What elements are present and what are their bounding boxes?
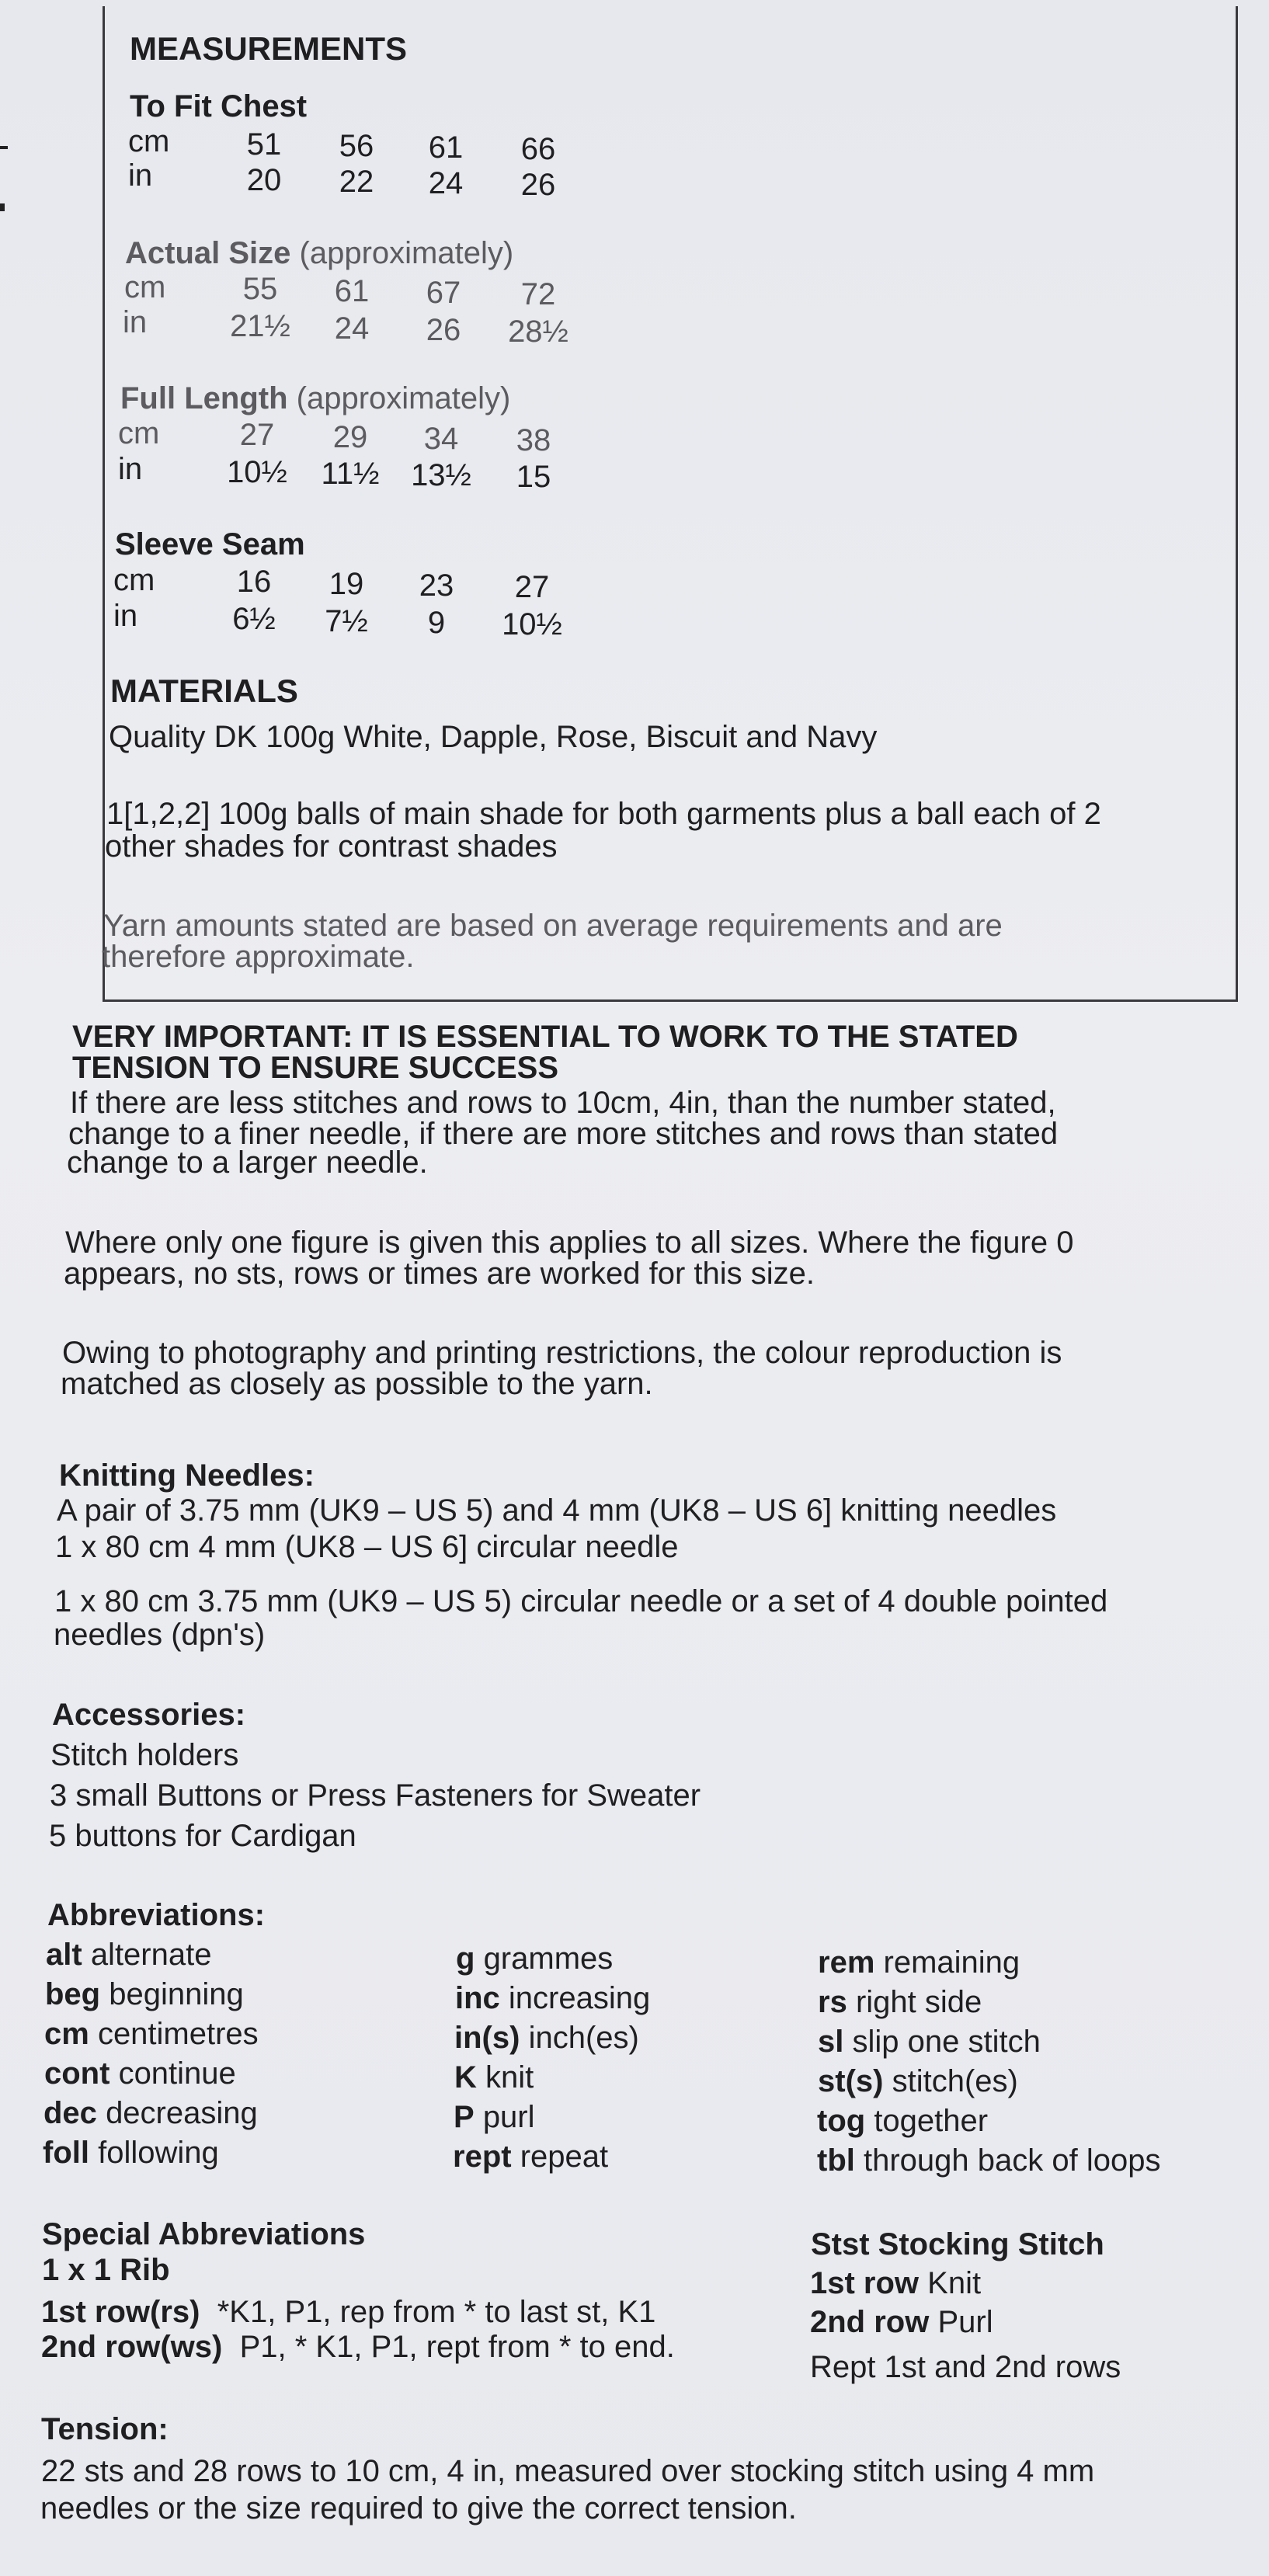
measurement-value: 61 [428, 130, 464, 165]
measurement-value: 38 [516, 423, 551, 457]
abbreviation-meaning: together [874, 2104, 989, 2138]
abbreviation-entry [45, 1979, 244, 2010]
colour-note: Owing to photography and printing restrictions, the colour reproduction is [62, 1336, 1062, 1370]
important-text: If there are less stitches and rows to 10cm, 4in, than the number stated, [70, 1086, 1056, 1120]
materials-yarn-note: therefore approximate. [102, 940, 415, 974]
unit-label: cm [113, 563, 155, 597]
abbreviation-entry [818, 2026, 1041, 2057]
measurements-heading: MEASUREMENTS [130, 30, 408, 67]
measurement-value: 13½ [411, 458, 471, 492]
abbreviation-term: in(s) [454, 2021, 520, 2055]
abbreviation-entry [818, 1947, 1020, 1978]
important-heading: VERY IMPORTANT: IT IS ESSENTIAL TO WORK TO THE STATED [72, 1020, 1018, 1054]
abbreviation-term: dec [43, 2096, 97, 2130]
abbreviation-entry [454, 2101, 535, 2133]
unit-label: in [123, 305, 148, 339]
special-abbreviations-heading: Special Abbreviations [42, 2217, 366, 2251]
measurement-value: 28½ [508, 315, 568, 349]
measurement-value: 55 [242, 272, 278, 306]
measurement-value: 56 [339, 129, 374, 163]
rib-row-text: *K1, P1, rep from * to last st, K1 [217, 2295, 656, 2329]
measurement-value: 10½ [227, 455, 287, 489]
abbreviations-heading: Abbreviations: [47, 1898, 266, 1932]
group-title-sleeve-seam: Sleeve Seam [115, 527, 305, 561]
measurement-value: 66 [520, 132, 556, 166]
measurement-value: 26 [426, 313, 461, 347]
rib-row-text: P1, * K1, P1, rept from * to end. [239, 2330, 675, 2364]
materials-balls-line: 1[1,2,2] 100g balls of main shade for both garments plus a ball each of 2 [106, 797, 1101, 831]
stst-row-label: 2nd row [810, 2305, 930, 2339]
abbreviation-entry [817, 2145, 1160, 2176]
measurement-value: 7½ [325, 604, 368, 638]
abbreviation-meaning: repeat [520, 2140, 609, 2174]
abbreviation-meaning: stitch(es) [892, 2064, 1018, 2098]
abbreviation-term: st(s) [818, 2064, 884, 2098]
measurement-value: 16 [236, 565, 272, 599]
important-text: change to a larger needle. [67, 1145, 428, 1180]
stst-repeat: Rept 1st and 2nd rows [810, 2350, 1121, 2384]
abbreviation-meaning: right side [855, 1985, 982, 2019]
materials-balls-line: other shades for contrast shades [105, 829, 558, 864]
needles-line: A pair of 3.75 mm (UK9 – US 5) and 4 mm (UK8 – US 6] knitting needles [57, 1493, 1057, 1528]
abbreviation-entry [454, 2022, 639, 2053]
colour-note: matched as closely as possible to the yarn. [61, 1367, 653, 1401]
materials-yarn-note: Yarn amounts stated are based on average requirements and are [103, 909, 1003, 943]
unit-label: in [113, 599, 138, 633]
measurement-value: 67 [426, 276, 461, 310]
stst-row-label: 1st row [810, 2266, 920, 2300]
abbreviation-meaning: centimetres [97, 2017, 259, 2051]
unit-label: cm [128, 124, 170, 158]
stst-row [810, 2268, 981, 2299]
unit-label: in [118, 452, 143, 486]
abbreviation-meaning: beginning [109, 1977, 244, 2011]
abbreviation-entry [46, 1939, 211, 1970]
abbreviation-entry [453, 2141, 608, 2172]
abbreviation-entry [44, 2018, 259, 2049]
measurement-value: 27 [239, 418, 275, 452]
accessories-item: 3 small Buttons or Press Fasteners for Sweater [50, 1778, 701, 1813]
group-title-label: Actual Size [125, 236, 291, 270]
abbreviation-meaning: knit [485, 2060, 534, 2095]
abbreviation-entry [454, 2062, 534, 2093]
stst-row-text: Knit [927, 2266, 982, 2300]
unit-label: cm [118, 416, 160, 450]
important-heading: TENSION TO ENSURE SUCCESS [72, 1051, 559, 1085]
abbreviation-meaning: remaining [883, 1945, 1020, 1980]
tension-text: 22 sts and 28 rows to 10 cm, 4 in, measured over stocking stitch using 4 mm [41, 2454, 1095, 2488]
abbreviation-term: alt [46, 1938, 82, 1972]
unit-label: cm [124, 270, 166, 304]
abbreviation-term: tbl [817, 2143, 855, 2178]
abbreviation-meaning: increasing [508, 1981, 651, 2015]
abbreviation-entry [817, 2105, 988, 2136]
abbreviation-term: rem [818, 1945, 875, 1980]
abbreviation-meaning: slip one stitch [852, 2025, 1041, 2059]
tension-text: needles or the size required to give the correct tension. [40, 2491, 797, 2526]
measurement-value: 24 [428, 166, 464, 200]
measurement-value: 27 [514, 570, 550, 604]
abbreviation-term: foll [43, 2136, 89, 2170]
abbreviation-term: sl [818, 2025, 844, 2059]
measurement-value: 34 [423, 422, 459, 456]
group-title-actual-size [125, 238, 513, 269]
abbreviation-term: K [454, 2060, 477, 2095]
accessories-item: 5 buttons for Cardigan [49, 1819, 356, 1853]
abbreviation-meaning: inch(es) [528, 2021, 639, 2055]
sizes-note: appears, no sts, rows or times are worked for this size. [64, 1257, 815, 1291]
measurement-value: 10½ [502, 607, 562, 641]
unit-label: in [128, 158, 153, 193]
measurement-value: 24 [334, 311, 370, 346]
abbreviation-term: P [454, 2100, 475, 2134]
stst-heading: Stst Stocking Stitch [811, 2227, 1104, 2261]
abbreviation-entry [456, 1943, 613, 1974]
abbreviation-term: tog [817, 2104, 866, 2138]
abbreviation-term: rs [818, 1985, 847, 2019]
important-text: change to a finer needle, if there are more stitches and rows than stated [68, 1117, 1059, 1151]
needles-line: 1 x 80 cm 4 mm (UK8 – US 6] circular needle [55, 1530, 679, 1564]
abbreviation-meaning: alternate [90, 1938, 212, 1972]
measurement-value: 29 [332, 420, 368, 454]
measurement-value: 6½ [232, 602, 276, 636]
needles-heading: Knitting Needles: [59, 1458, 315, 1493]
measurement-value: 51 [246, 127, 282, 162]
tension-heading: Tension: [41, 2412, 169, 2446]
needles-line: needles (dpn's) [54, 1618, 266, 1652]
abbreviation-entry [43, 2098, 258, 2129]
abbreviation-term: cm [44, 2017, 89, 2051]
abbreviation-entry [44, 2058, 236, 2089]
abbreviation-term: rept [453, 2140, 512, 2174]
abbreviation-term: cont [44, 2056, 110, 2091]
page-edge-mark [0, 146, 8, 149]
abbreviation-meaning: grammes [483, 1942, 614, 1976]
abbreviation-entry [818, 1987, 982, 2018]
abbreviation-term: beg [45, 1977, 101, 2011]
group-title-label: Full Length [120, 381, 288, 415]
accessories-heading: Accessories: [52, 1698, 246, 1732]
abbreviation-meaning: through back of loops [864, 2143, 1161, 2178]
rib-row [41, 2296, 655, 2327]
materials-quality: Quality DK 100g White, Dapple, Rose, Biscuit and Navy [109, 720, 878, 754]
rib-title: 1 x 1 Rib [42, 2253, 170, 2287]
rib-row-label: 1st row(rs) [41, 2295, 200, 2329]
stst-row-text: Purl [937, 2305, 993, 2339]
accessories-item: Stitch holders [50, 1738, 239, 1772]
group-title-note: (approximately) [299, 236, 514, 270]
abbreviation-meaning: following [98, 2136, 219, 2170]
abbreviation-meaning: decreasing [106, 2096, 258, 2130]
measurement-value: 61 [334, 274, 370, 308]
measurement-value: 26 [520, 168, 556, 202]
group-title-to-fit-chest: To Fit Chest [130, 89, 308, 123]
group-title-note: (approximately) [296, 381, 511, 415]
sizes-note: Where only one figure is given this applies to all sizes. Where the figure 0 [65, 1225, 1074, 1260]
needles-line: 1 x 80 cm 3.75 mm (UK9 – US 5) circular needle or a set of 4 double pointed [54, 1584, 1108, 1618]
abbreviation-entry [818, 2066, 1018, 2097]
measurement-value: 9 [427, 606, 446, 640]
group-title-full-length [120, 383, 510, 414]
measurement-value: 11½ [321, 457, 380, 491]
measurement-value: 21½ [230, 309, 290, 343]
measurement-value: 19 [329, 567, 364, 601]
abbreviation-term: inc [455, 1981, 500, 2015]
measurement-value: 20 [246, 163, 282, 197]
abbreviation-entry [43, 2137, 219, 2168]
stst-row [810, 2307, 993, 2338]
rib-row [41, 2331, 675, 2362]
rib-row-label: 2nd row(ws) [41, 2330, 223, 2364]
measurement-value: 23 [419, 568, 454, 603]
measurement-value: 15 [516, 460, 551, 494]
abbreviation-entry [455, 1983, 650, 2014]
measurement-value: 72 [520, 277, 556, 311]
abbreviation-term: g [456, 1942, 475, 1976]
abbreviation-meaning: continue [118, 2056, 236, 2091]
abbreviation-meaning: purl [482, 2100, 535, 2134]
measurement-value: 22 [339, 165, 374, 199]
page-edge-mark [0, 203, 5, 211]
materials-heading: MATERIALS [110, 673, 298, 709]
